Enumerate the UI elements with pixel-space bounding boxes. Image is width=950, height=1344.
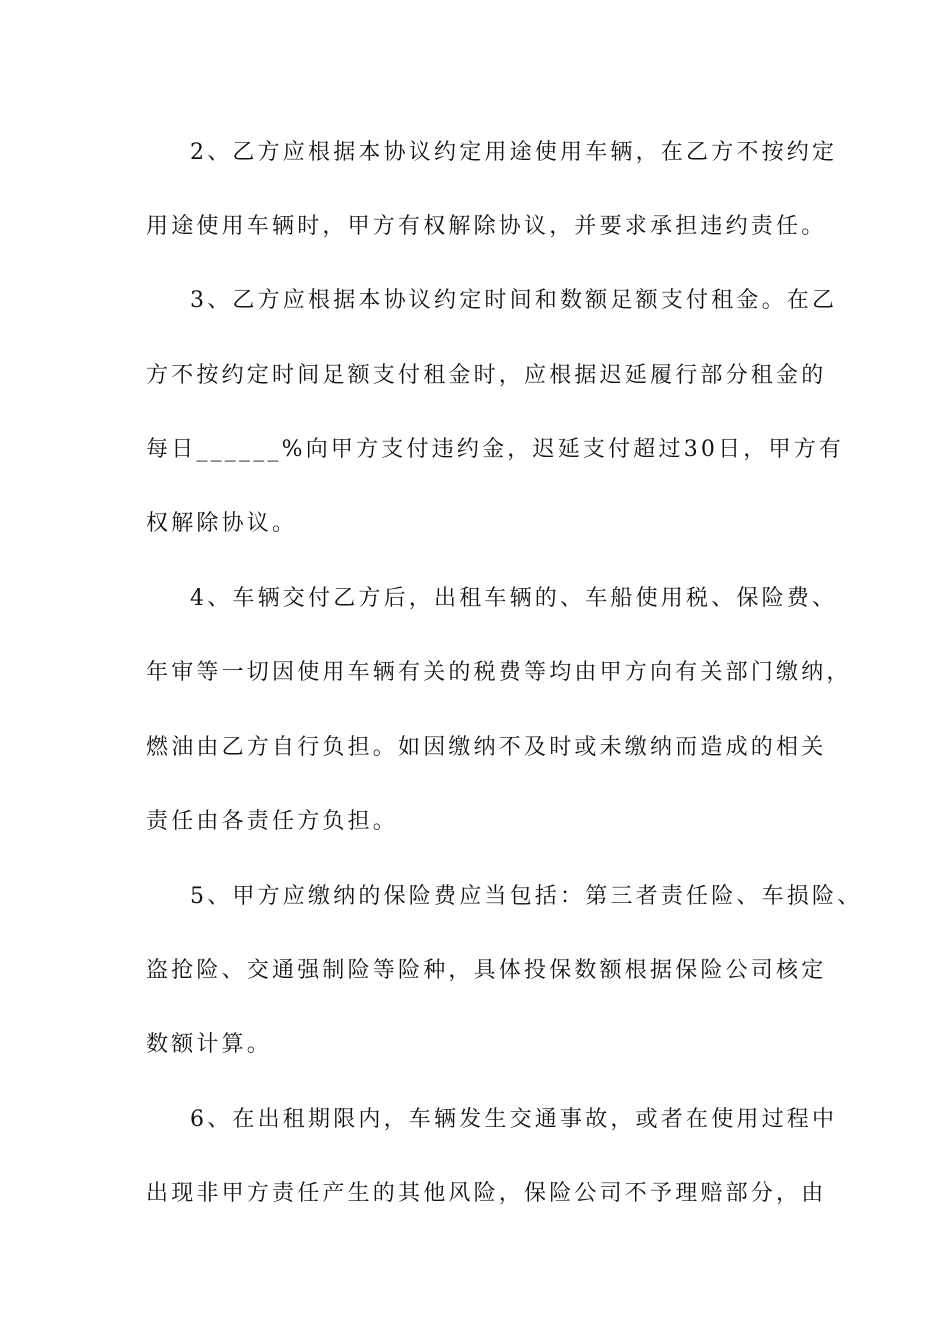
clause-6-line-1: 6、在出租期限内，车辆发生交通事故，或者在使用过程中: [190, 1107, 838, 1132]
clause-3-line-2: 方不按约定时间足额支付租金时，应根据迟延履行部分租金的: [146, 363, 827, 388]
clause-3-line-3: 每日______%向甲方支付违约金，迟延支付超过30日，甲方有: [146, 437, 845, 462]
clause-4-line-1: 4、车辆交付乙方后，出租车辆的、车船使用税、保险费、: [190, 586, 838, 611]
clause-3-line-1: 3、乙方应根据本协议约定时间和数额足额支付租金。在乙: [190, 288, 838, 313]
clause-5-line-2: 盗抢险、交通强制险等险种，具体投保数额根据保险公司核定: [146, 958, 827, 983]
clause-5-line-1: 5、甲方应缴纳的保险费应当包括：第三者责任险、车损险、: [190, 884, 863, 909]
clause-3-line-4: 权解除协议。: [146, 511, 298, 536]
clause-5-line-3: 数额计算。: [146, 1032, 273, 1057]
clause-4-line-4: 责任由各责任方负担。: [146, 809, 399, 834]
clause-4-line-2: 年审等一切因使用车辆有关的税费等均由甲方向有关部门缴纳，: [146, 660, 852, 685]
clause-4-line-3: 燃油由乙方自行负担。如因缴纳不及时或未缴纳而造成的相关: [146, 735, 827, 760]
clause-2-line-2: 用途使用车辆时，甲方有权解除协议，并要求承担违约责任。: [146, 214, 827, 239]
clause-6-line-2: 出现非甲方责任产生的其他风险，保险公司不予理赔部分，由: [146, 1181, 827, 1206]
clause-2-line-1: 2、乙方应根据本协议约定用途使用车辆，在乙方不按约定: [190, 140, 838, 165]
